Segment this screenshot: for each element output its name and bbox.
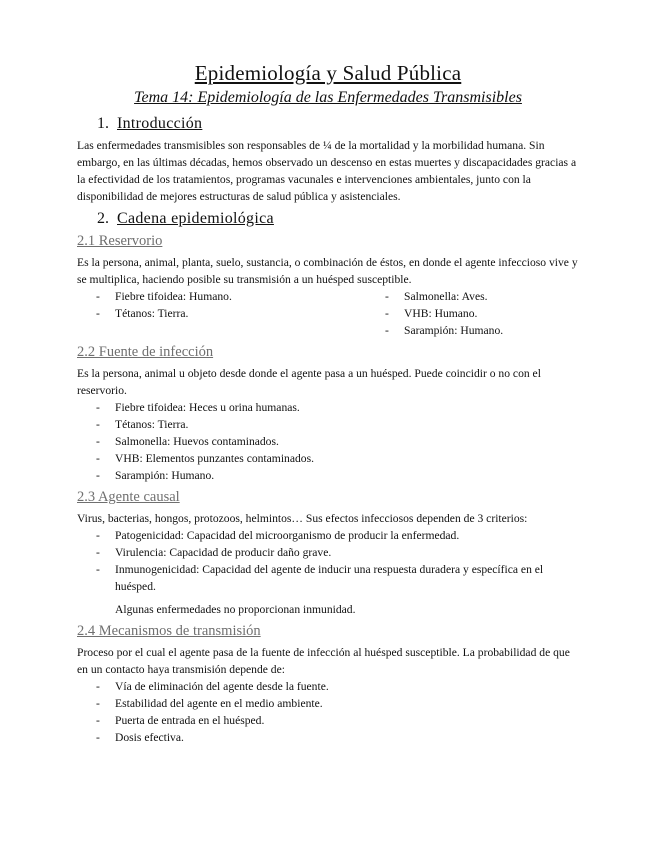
list-item: - Virulencia: Capacidad de producir daño grave. bbox=[77, 544, 579, 561]
list-item: - Sarampión: Humano. bbox=[77, 467, 579, 484]
list-item: - VHB: Humano. bbox=[366, 305, 579, 322]
list-item: - Puerta de entrada en el huésped. bbox=[77, 712, 579, 729]
subsection-heading-mecanismos: 2.4 Mecanismos de transmisión bbox=[77, 623, 261, 639]
section-number: 1. bbox=[97, 115, 109, 132]
section-heading-cadena bbox=[97, 209, 579, 229]
list-item: - Patogenicidad: Capacidad del microorganismo de producir la enfermedad. bbox=[77, 527, 579, 544]
reservorio-paragraph: Es la persona, animal, planta, suelo, sustancia, o combinación de éstos, en donde el agente infeccioso vive y se multiplica, haciendo posible su transmisión a un huésped susceptible. bbox=[77, 256, 578, 286]
section-number: 2. bbox=[97, 210, 109, 227]
subsection-heading-agente: 2.3 Agente causal bbox=[77, 489, 180, 505]
list-item: - Tétanos: Tierra. bbox=[77, 416, 579, 433]
section-heading-introduccion bbox=[97, 114, 579, 134]
mecanismos-list bbox=[77, 678, 579, 746]
subsection-heading-reservorio: 2.1 Reservorio bbox=[77, 233, 163, 249]
reservorio-list-left bbox=[77, 288, 366, 339]
list-item: - Fiebre tifoidea: Heces u orina humanas. bbox=[77, 399, 579, 416]
fuente-list bbox=[77, 399, 579, 484]
list-item: - Vía de eliminación del agente desde la fuente. bbox=[77, 678, 579, 695]
list-item: - Tétanos: Tierra. bbox=[77, 305, 366, 322]
agente-paragraph: Virus, bacterias, hongos, protozoos, helmintos… Sus efectos infecciosos dependen de 3 criterios: bbox=[77, 512, 528, 525]
reservorio-list-right bbox=[366, 288, 579, 339]
section-title: Cadena epidemiológica bbox=[117, 210, 274, 227]
agente-note: Algunas enfermedades no proporcionan inmunidad. bbox=[115, 603, 356, 616]
intro-paragraph: Las enfermedades transmisibles son responsables de ¼ de la mortalidad y la morbilidad humana. Sin embargo, en las últimas décadas, hemos observado un descenso en estas muertes y discapacidades gracias a la efectividad de los tratamientos, programas vacunales e intervenciones ambientales, junto con la disponibilidad de mejores estructuras de salud pública y asistenciales. bbox=[77, 139, 577, 203]
mecanismos-paragraph: Proceso por el cual el agente pasa de la fuente de infección al huésped susceptible. La probabilidad de que en un contacto haya transmisión depende de: bbox=[77, 646, 570, 676]
document-subtitle: Tema 14: Epidemiología de las Enfermedades Transmisibles bbox=[134, 89, 522, 106]
list-item: - Inmunogenicidad: Capacidad del agente de inducir una respuesta duradera y específica en el huésped. bbox=[77, 561, 579, 595]
subsection-heading-fuente: 2.2 Fuente de infección bbox=[77, 344, 214, 360]
list-item: - VHB: Elementos punzantes contaminados. bbox=[77, 450, 579, 467]
list-item: - Fiebre tifoidea: Humano. bbox=[77, 288, 366, 305]
list-item: - Salmonella: Aves. bbox=[366, 288, 579, 305]
fuente-paragraph: Es la persona, animal u objeto desde donde el agente pasa a un huésped. Puede coincidir o no con el reservorio. bbox=[77, 367, 541, 397]
list-item: - Estabilidad del agente en el medio ambiente. bbox=[77, 695, 579, 712]
list-item: - Salmonella: Huevos contaminados. bbox=[77, 433, 579, 450]
reservorio-examples bbox=[77, 288, 579, 339]
agente-list bbox=[77, 527, 579, 595]
list-item: - Dosis efectiva. bbox=[77, 729, 579, 746]
document-title: Epidemiología y Salud Pública bbox=[194, 61, 462, 85]
section-title: Introducción bbox=[117, 115, 203, 132]
list-item: - Sarampión: Humano. bbox=[366, 322, 579, 339]
